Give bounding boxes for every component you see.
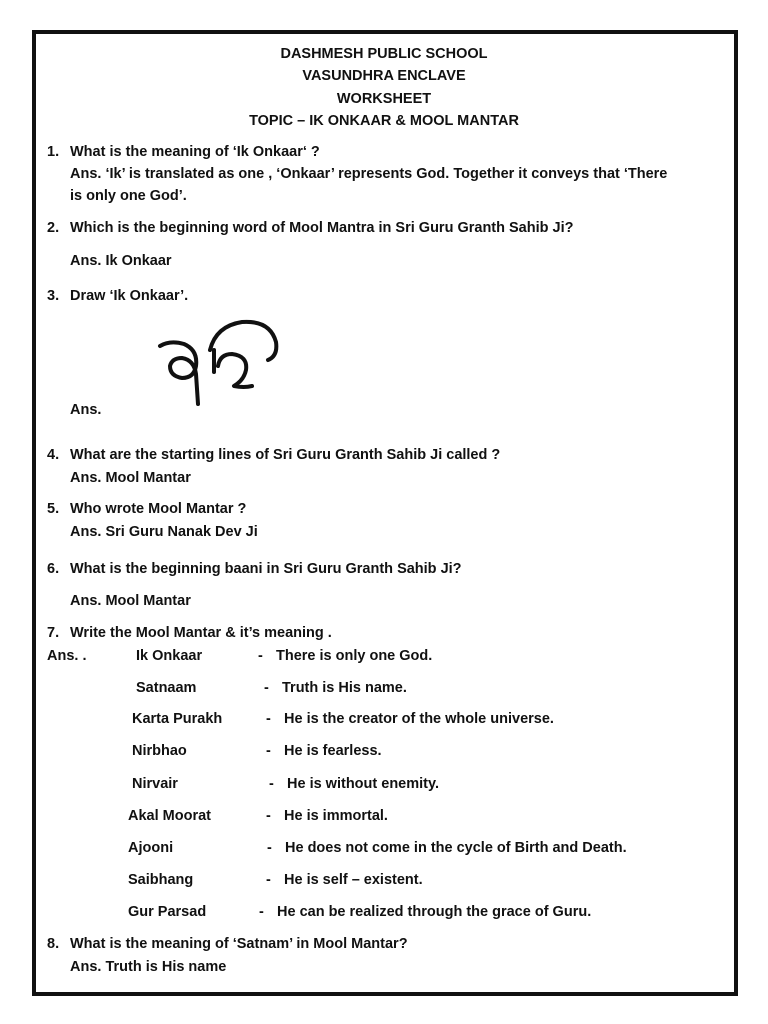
mantar-term: Satnaam xyxy=(136,680,197,696)
mantar-meaning: Truth is His name. xyxy=(282,680,407,696)
answer-text: Ans. xyxy=(70,402,102,418)
mantar-dash: - xyxy=(267,840,272,856)
mantar-term: Karta Purakh xyxy=(132,711,223,727)
mantar-term: Nirvair xyxy=(132,776,178,792)
mantar-meaning: There is only one God. xyxy=(276,648,433,664)
mantar-dash: - xyxy=(258,648,263,664)
question-text: What is the meaning of ‘Satnam’ in Mool Mantar? xyxy=(70,936,408,952)
school-location: VASUNDHRA ENCLAVE xyxy=(302,68,466,84)
mantar-meaning: He is self – existent. xyxy=(284,872,423,888)
topic-title: TOPIC – IK ONKAAR & MOOL MANTAR xyxy=(249,113,519,129)
answer-text: Ans. Sri Guru Nanak Dev Ji xyxy=(70,524,258,540)
question-text: What is the meaning of ‘Ik Onkaar‘ ? xyxy=(70,144,320,160)
mantar-term: Ajooni xyxy=(128,840,174,856)
mantar-dash: - xyxy=(266,808,271,824)
question-number: 5. xyxy=(47,501,60,517)
ik-onkaar-symbol-icon xyxy=(150,316,285,411)
question-number: 1. xyxy=(47,144,60,160)
answer-text: is only one God’. xyxy=(70,188,187,204)
question-text: Write the Mool Mantar & it’s meaning . xyxy=(70,625,332,641)
mantar-dash: - xyxy=(259,904,264,920)
answer-text: Ans. Ik Onkaar xyxy=(70,253,172,269)
document-type: WORKSHEET xyxy=(336,91,432,107)
question-text: Who wrote Mool Mantar ? xyxy=(70,501,247,517)
question-number: 2. xyxy=(47,220,60,236)
mantar-dash: - xyxy=(266,743,271,759)
answer-text: Ans. Mool Mantar xyxy=(70,470,191,486)
mantar-dash: - xyxy=(266,711,271,727)
question-number: 6. xyxy=(47,561,60,577)
mantar-term: Akal Moorat xyxy=(128,808,211,824)
answer-text: Ans. ‘Ik’ is translated as one , ‘Onkaar’ represents God. Together it conveys that ‘There xyxy=(70,166,668,182)
mantar-meaning: He is without enemity. xyxy=(287,776,440,792)
answer-prefix: Ans. . xyxy=(47,648,87,664)
mantar-term: Ik Onkaar xyxy=(136,648,203,664)
mantar-meaning: He is fearless. xyxy=(284,743,382,759)
mantar-dash: - xyxy=(266,872,271,888)
mantar-term: Nirbhao xyxy=(132,743,187,759)
answer-text: Ans. Truth is His name xyxy=(70,959,227,975)
question-text: What are the starting lines of Sri Guru Granth Sahib Ji called ? xyxy=(70,447,501,463)
question-text: Which is the beginning word of Mool Mantra in Sri Guru Granth Sahib Ji? xyxy=(70,220,574,236)
question-number: 3. xyxy=(47,288,60,304)
school-name: DASHMESH PUBLIC SCHOOL xyxy=(280,46,488,62)
mantar-term: Gur Parsad xyxy=(128,904,207,920)
mantar-meaning: He does not come in the cycle of Birth and Death. xyxy=(285,840,627,856)
question-number: 4. xyxy=(47,447,60,463)
question-number: 8. xyxy=(47,936,60,952)
mantar-term: Saibhang xyxy=(128,872,194,888)
answer-text: Ans. Mool Mantar xyxy=(70,593,191,609)
mantar-dash: - xyxy=(264,680,269,696)
mantar-meaning: He is immortal. xyxy=(284,808,388,824)
mantar-meaning: He is the creator of the whole universe. xyxy=(284,711,554,727)
question-text: What is the beginning baani in Sri Guru Granth Sahib Ji? xyxy=(70,561,462,577)
mantar-dash: - xyxy=(269,776,274,792)
question-number: 7. xyxy=(47,625,60,641)
mantar-meaning: He can be realized through the grace of Guru. xyxy=(277,904,592,920)
question-text: Draw ‘Ik Onkaar’. xyxy=(70,288,189,304)
